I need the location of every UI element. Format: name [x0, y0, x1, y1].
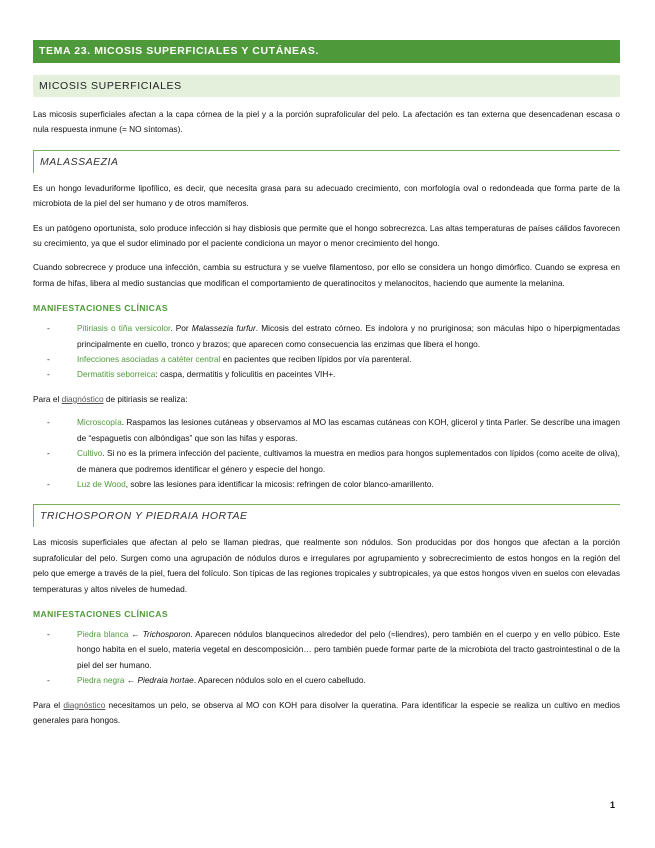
manifestations-list: [33, 321, 620, 383]
list-item: [77, 673, 620, 688]
list-item: [77, 321, 620, 352]
species-name: Trichosporon: [142, 628, 191, 639]
text: de pitiriasis se realiza:: [103, 393, 188, 404]
text: , sobre las lesiones para identificar la micosis: refringen de color blanco-amarillento.: [125, 478, 434, 489]
list-item: [77, 415, 620, 446]
species-name: Malassezia furfur: [191, 323, 256, 334]
intro-paragraph: Las micosis superficiales afectan a la capa córnea de la piel y a la porción suprafolicular del pelo. La afectación es tan externa que desencadenan escasa o nula respuesta inmune (= NO síntomas).: [33, 109, 620, 135]
diagnosis-paragraph: [33, 698, 620, 729]
list-item: [77, 352, 620, 367]
chapter-title: TEMA 23. MICOSIS SUPERFICIALES Y CUTÁNEAS.: [33, 40, 620, 63]
text: . Por: [170, 323, 192, 334]
page-number: 1: [610, 800, 616, 810]
term: Infecciones asociadas a catéter central: [77, 354, 221, 365]
diagnosis-list: [33, 415, 620, 492]
paragraph: Las micosis superficiales que afectan al pelo se llaman piedras, que realmente son nódulos. Son producidas por dos hongos que afectan a la porción suprafolicular del pelo. Surgen como una agrupación de nódulos duros e irregulares por agrupamiento y sobrecrecimiento de estos hongos en la región del pelo que emerge a través de la piel, fuera del folículo. Son típicas de las regiones tropicales y subtropicales, ya que estos hongos viven en suelos con elevadas temperaturas y altos niveles de humedad.: [33, 537, 620, 594]
diagnosis-link[interactable]: diagnóstico: [63, 699, 106, 710]
manifestations-list: [33, 627, 620, 689]
subsection-heading-malassezia: MALASSAEZIA: [33, 150, 620, 173]
term: Microscopía: [77, 417, 122, 428]
list-item: [77, 367, 620, 382]
arrow-glyph: ←: [124, 675, 138, 686]
text: : caspa, dermatitis y foliculitis en paceintes VIH+.: [155, 369, 336, 380]
term: Piedra negra: [77, 675, 125, 686]
diagnosis-link[interactable]: diagnóstico: [61, 393, 104, 404]
manifestations-heading: MANIFESTACIONES CLÍNICAS: [33, 608, 169, 619]
diagnosis-intro: [33, 392, 620, 407]
text: . Aparecen nódulos solo en el cuero cabelludo.: [193, 675, 366, 686]
term: Cultivo: [77, 448, 103, 459]
text: Para el: [33, 699, 64, 710]
text: en pacientes que reciben lípidos por vía parenteral.: [220, 354, 412, 365]
subsection-heading-trichosporon: TRICHOSPORON Y PIEDRAIA HORTAE: [33, 504, 620, 527]
text: necesitamos un pelo, se observa al MO con KOH para disolver la queratina. Para identificar la especie se realiza un cultivo en medios generales para hongos.: [33, 699, 621, 725]
paragraph: Es un hongo levaduriforme lipofílico, es decir, que necesita grasa para su adecuado crecimiento, con morfología oval o redondeada que forma parte de la microbiota de la piel del ser humano y de otros mamíferos.: [33, 182, 620, 209]
arrow-glyph: ←: [128, 628, 143, 639]
paragraph: Cuando sobrecrece y produce una infección, cambia su estructura y se vuelve filamentoso, por ello se considera un hongo dimórfico. Cuando se expresa en forma de hifas, libera al medio sustancias que modifican el comportamiento de queratinocitos y melanocitos, haciendo que aumente la melanina.: [33, 262, 620, 288]
list-item: [77, 446, 620, 477]
list-item: [77, 477, 620, 492]
section-heading: MICOSIS SUPERFICIALES: [33, 75, 620, 97]
paragraph: Es un patógeno oportunista, solo produce infección si hay disbiosis que permite que el hongo sobrecrezca. Las altas temperaturas de países cálidos favorecen su crecimiento, ya que el sudor eliminado por el paciente condiciona un mayor o menor crecimiento del hongo.: [33, 222, 620, 249]
list-item: [77, 627, 620, 673]
text: Para el: [33, 393, 62, 404]
manifestations-heading: MANIFESTACIONES CLÍNICAS: [33, 303, 169, 314]
document-page: [33, 40, 620, 728]
text: . Raspamos las lesiones cutáneas y observamos al MO las escamas cutáneas con KOH, glicerol y tinta Parler. Se describe una imagen de “espaguetis con albóndigas” que son las hifas y esporas.: [77, 417, 620, 443]
text: . Aparecen nódulos blanquecinos alrededor del pelo (≈liendres), pero también en el cuerpo y en vello púbico. Este hongo habita en el suelo, materia vegetal en descomposición… pero también puede formar parte de la microbiota del tracto gastrointestinal o de la piel del ser humano.: [77, 628, 620, 670]
term: Dermatitis seborreica: [77, 369, 156, 380]
term: Piedra blanca: [77, 628, 129, 639]
term: Pitiriasis o tiña versicolor: [77, 323, 171, 334]
term: Luz de Wood: [77, 478, 126, 489]
text: . Si no es la primera infección del paciente, cultivamos la muestra en medios para hongos suplementados con lípidos (como aceite de oliva), de manera que podremos identificar el género y especie del hongo.: [77, 448, 620, 474]
species-name: Piedraia hortae: [137, 675, 194, 686]
text: . Micosis del estrato córneo. Es indolora y no pruriginosa; son máculas hipo o hiperpigmentadas principalmente en cuello, tronco y brazos; que aparecen como consecuencia las enzimas que libera el hongo.: [77, 323, 621, 349]
